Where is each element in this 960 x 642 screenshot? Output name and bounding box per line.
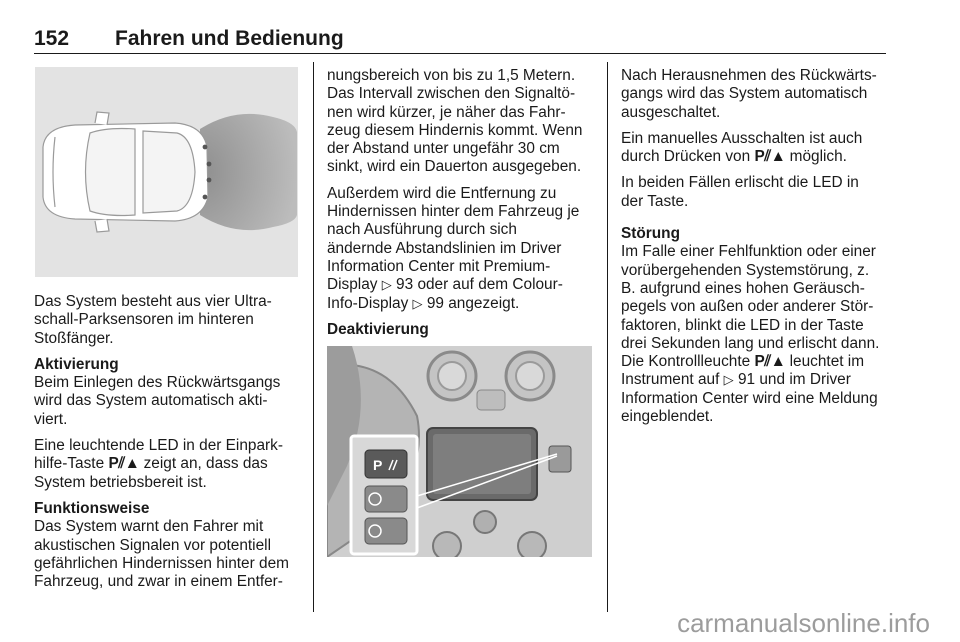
- page-reference: 99: [426, 294, 444, 312]
- header-rule: [34, 53, 886, 54]
- pdc-button: [365, 450, 407, 478]
- parking-sensor-icon: P⫽▲: [754, 353, 786, 371]
- display-paragraph: Außerdem wird die Entfernung zu Hindernissen hinter dem Fahrzeug je nach Ausführung durch sich ändernde Abstandslinien im Driver Information Center mit Premium- Display ▷ 93 oder auf dem Colour- Info-Display ▷ 99 angezeigt.: [327, 184, 580, 312]
- sensor-dot: [203, 195, 208, 200]
- activation-heading: Aktivierung: [34, 355, 119, 373]
- watermark: carmanualsonline.info: [677, 608, 930, 638]
- activation-section: Aktivierung Beim Einlegen des Rückwärtsgangs wird das System automatisch akti- viert.: [34, 356, 306, 429]
- deactivation-section: [327, 321, 599, 339]
- continuation-paragraph: nungsbereich von bis zu 1,5 Metern. Das Intervall zwischen den Signaltö- nen wird kürzer, je näher das Fahr- zeug diesem Hindernis kommt. Wenn der Abstand unter ungefähr 30 cm sinkt, wird ein Dauerton ausgegeben.: [327, 67, 583, 176]
- page-number: 152: [34, 27, 70, 50]
- page-header: [34, 27, 886, 53]
- cross-reference-arrow-icon: ▷: [412, 295, 423, 311]
- page-reference: 91: [737, 371, 756, 389]
- fault-heading: Störung: [621, 225, 680, 243]
- function-section: Funktionsweise Das System warnt den Fahrer mit akustischen Signalen vor potentiell gefährlichen Hindernissen hinter dem Fahrzeug, und zwar in einem Entfer-: [34, 500, 306, 591]
- parking-sensor-icon: P⫽▲: [754, 148, 786, 166]
- led-paragraph: Eine leuchtende LED in der Einpark- hilfe-Taste P⫽▲ zeigt an, dass das System betriebsbereit ist.: [34, 437, 283, 491]
- cross-reference-arrow-icon: ▷: [723, 372, 734, 388]
- column-2-text: [327, 67, 599, 347]
- removal-paragraph: Nach Herausnehmen des Rückwärts- gangs wird das System automatisch ausgeschaltet.: [621, 67, 877, 121]
- page-title: Fahren und Bedienung: [115, 27, 344, 50]
- parking-sensor-icon: P⫽▲: [108, 455, 140, 473]
- function-heading: Funktionsweise: [34, 499, 150, 517]
- sensor-zone: [200, 114, 297, 230]
- both-cases-paragraph: In beiden Fällen erlischt die LED in der Taste.: [621, 174, 859, 210]
- column-divider-2: [607, 62, 608, 612]
- manual-paragraph: Ein manuelles Ausschalten ist auch durch Drücken von P⫽▲ möglich.: [621, 129, 863, 166]
- column-3-text: [621, 67, 889, 434]
- sensor-dot: [207, 178, 212, 183]
- pdc-button-label: P: [373, 457, 383, 473]
- intro-paragraph: Das System besteht aus vier Ultra- schall-Parksensoren im hinteren Stoßfänger.: [34, 293, 272, 347]
- fault-section: Störung Im Falle einer Fehlfunktion oder einer vorübergehenden Systemstörung, z. B. aufgrund eines hohen Geräusch- pegels von außen oder anderer Stör- faktoren, blinkt die LED in der Taste drei Sekunden lang und erlischt dann. Die Kontrollleuchte P⫽▲ leuchtet im Instrument auf ▷ 91 und im Driver Information Center wird eine Meldung eingeblendet.: [621, 225, 889, 426]
- sensor-dot: [207, 162, 212, 167]
- deactivation-heading: Deaktivierung: [327, 320, 429, 338]
- parking-sensor-figure: [35, 67, 298, 277]
- column-1-text: [34, 293, 306, 599]
- page-reference: 93: [396, 276, 414, 294]
- cross-reference-arrow-icon: ▷: [381, 277, 392, 293]
- column-divider-1: [313, 62, 314, 612]
- sensor-dot: [203, 145, 208, 150]
- dashboard-button-figure: [327, 346, 592, 557]
